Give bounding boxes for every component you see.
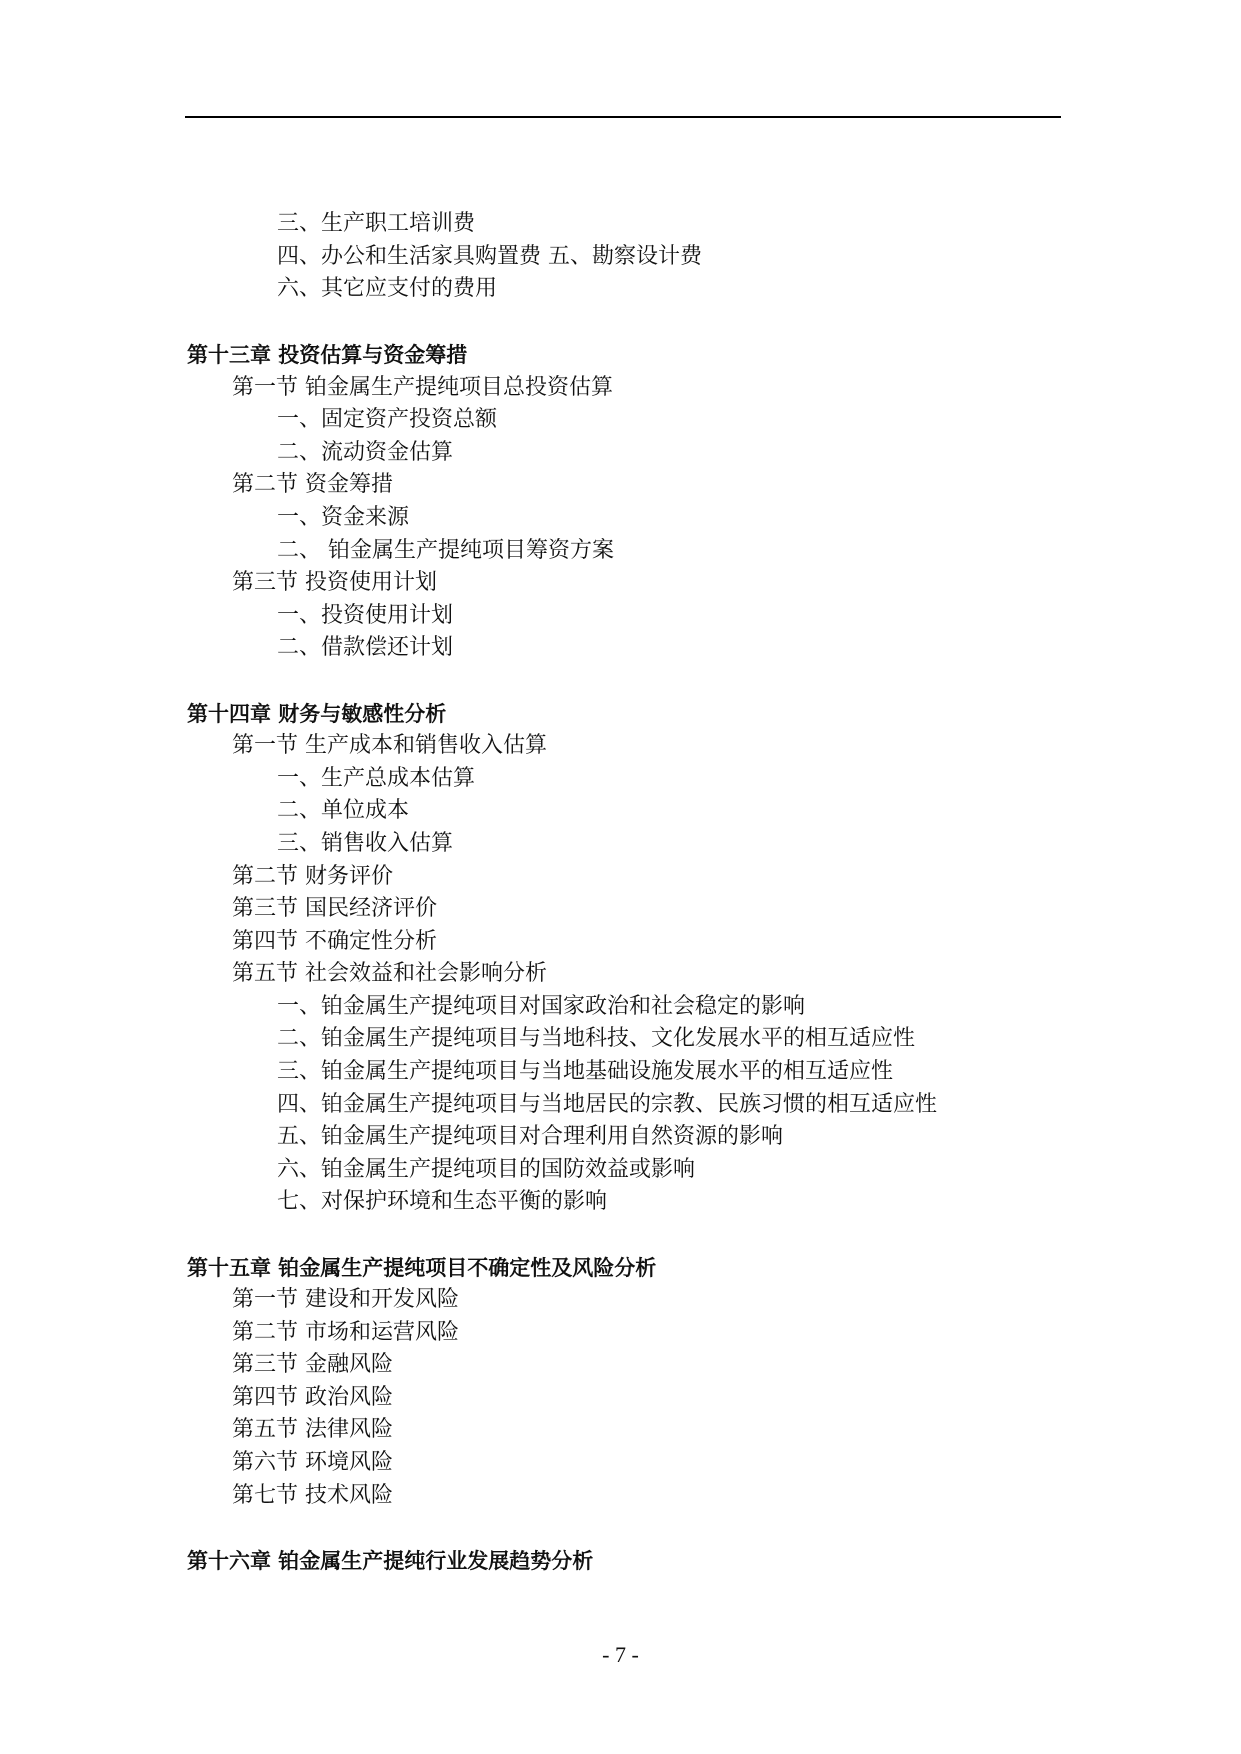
toc-chapter: 第十四章 财务与敏感性分析 (187, 702, 447, 726)
toc-section: 第二节 市场和运营风险 (232, 1320, 459, 1345)
toc-item: 一、固定资产投资总额 (277, 407, 498, 432)
toc-item: 三、销售收入估算 (277, 831, 454, 856)
page-number: - 7 - (602, 1642, 639, 1667)
toc-section: 第一节 建设和开发风险 (232, 1287, 459, 1312)
toc-item: 一、投资使用计划 (277, 603, 454, 628)
toc-item: 六、其它应支付的费用 (277, 276, 498, 301)
toc-section: 第二节 财务评价 (232, 864, 393, 889)
toc-chapter: 第十三章 投资估算与资金筹措 (187, 343, 468, 367)
toc-section: 第二节 资金筹措 (232, 472, 393, 497)
toc-item: 三、铂金属生产提纯项目与当地基础设施发展水平的相互适应性 (277, 1059, 894, 1084)
toc-item: 一、生产总成本估算 (277, 766, 476, 791)
toc-item: 二、单位成本 (277, 798, 410, 823)
toc-section: 第六节 环境风险 (232, 1450, 393, 1475)
toc-section: 第一节 生产成本和销售收入估算 (232, 733, 547, 758)
toc-section: 第五节 法律风险 (232, 1417, 393, 1442)
toc-section: 第一节 铂金属生产提纯项目总投资估算 (232, 375, 613, 400)
toc-section: 第四节 不确定性分析 (232, 929, 437, 954)
toc-chapter: 第十五章 铂金属生产提纯项目不确定性及风险分析 (187, 1256, 657, 1280)
toc-item: 二、借款偿还计划 (277, 635, 454, 660)
toc-item: 六、铂金属生产提纯项目的国防效益或影响 (277, 1157, 696, 1182)
toc-item: 七、对保护环境和生态平衡的影响 (277, 1189, 608, 1214)
toc-section: 第五节 社会效益和社会影响分析 (232, 961, 547, 986)
toc-section: 第四节 政治风险 (232, 1385, 393, 1410)
toc-item: 四、铂金属生产提纯项目与当地居民的宗教、民族习惯的相互适应性 (277, 1092, 938, 1117)
toc-section: 第七节 技术风险 (232, 1483, 393, 1508)
toc-item: 五、铂金属生产提纯项目对合理利用自然资源的影响 (277, 1124, 784, 1149)
header-rule (185, 116, 1061, 118)
toc-item: 二、流动资金估算 (277, 440, 454, 465)
toc-item: 一、铂金属生产提纯项目对国家政治和社会稳定的影响 (277, 994, 806, 1019)
toc-item: 二、铂金属生产提纯项目与当地科技、文化发展水平的相互适应性 (277, 1026, 916, 1051)
toc-item: 三、生产职工培训费 (277, 211, 476, 236)
toc-section: 第三节 投资使用计划 (232, 570, 437, 595)
toc-section: 第三节 国民经济评价 (232, 896, 437, 921)
toc-item: 二、 铂金属生产提纯项目筹资方案 (277, 538, 614, 563)
toc-section: 第三节 金融风险 (232, 1352, 393, 1377)
toc-item: 一、资金来源 (277, 505, 410, 530)
toc-chapter: 第十六章 铂金属生产提纯行业发展趋势分析 (187, 1549, 594, 1573)
toc-item: 四、办公和生活家具购置费 五、勘察设计费 (277, 244, 702, 269)
